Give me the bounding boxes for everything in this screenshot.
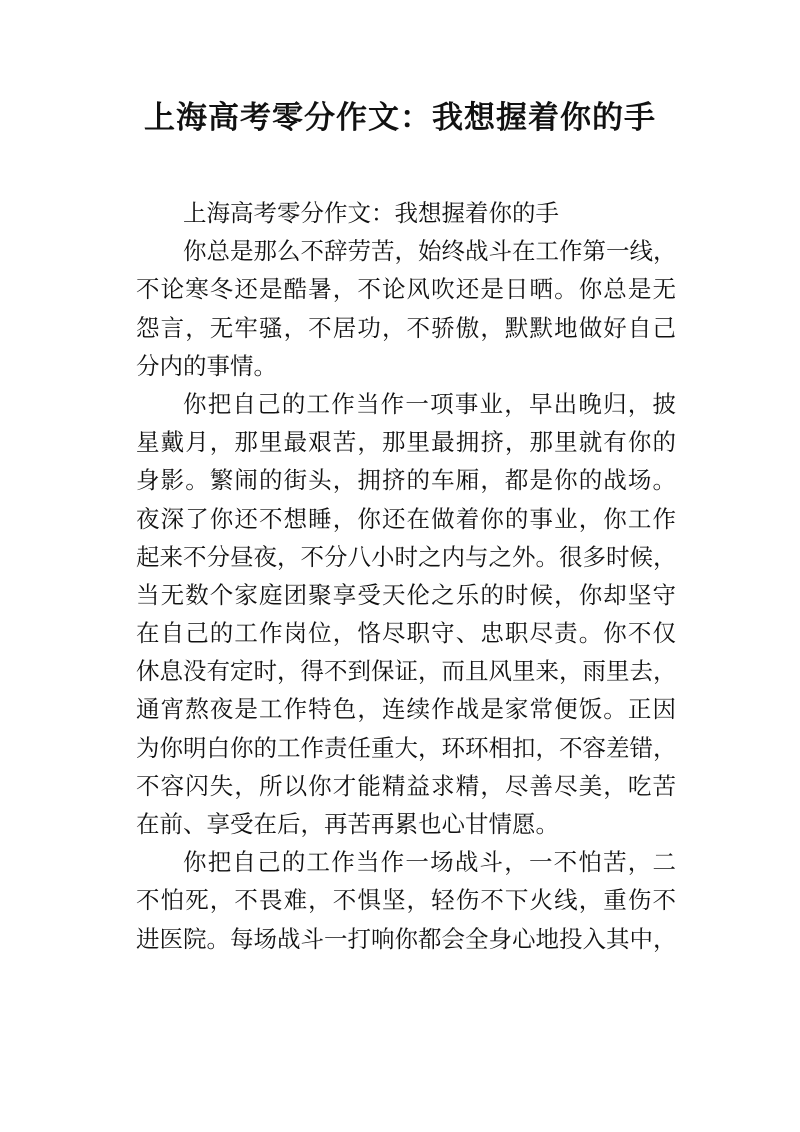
body-line: 身影。繁闹的街头，拥挤的车厢，都是你的战场。 bbox=[136, 466, 676, 495]
body-line: 你总是那么不辞劳苦，始终战斗在工作第一线， bbox=[183, 237, 677, 266]
body-line: 夜深了你还不想睡，你还在做着你的事业，你工作 bbox=[136, 504, 676, 533]
body-line: 星戴月，那里最艰苦，那里最拥挤，那里就有你的 bbox=[136, 428, 676, 457]
body-line: 为你明白你的工作责任重大，环环相扣，不容差错， bbox=[136, 733, 677, 762]
body-line: 当无数个家庭团聚享受天伦之乐的时候，你却坚守 bbox=[136, 580, 676, 609]
body-line: 在前、享受在后，再苦再累也心甘情愿。 bbox=[136, 810, 559, 838]
document-body bbox=[136, 194, 676, 958]
body-line: 你把自己的工作当作一场战斗，一不怕苦，二 bbox=[183, 848, 676, 877]
body-line: 通宵熬夜是工作特色，连续作战是家常便饭。正因 bbox=[136, 695, 676, 724]
body-line: 不容闪失，所以你才能精益求精，尽善尽美，吃苦 bbox=[136, 771, 676, 800]
document-title: 上海高考零分作文：我想握着你的手 bbox=[144, 100, 656, 136]
body-line: 进医院。每场战斗一打响你都会全身心地投入其中， bbox=[136, 924, 677, 953]
body-line: 怨言，无牢骚，不居功，不骄傲，默默地做好自己 bbox=[136, 313, 676, 342]
body-line: 起来不分昼夜，不分八小时之内与之外。很多时候， bbox=[136, 542, 677, 571]
body-line: 休息没有定时，得不到保证，而且风里来，雨里去， bbox=[136, 657, 677, 686]
body-line: 分内的事情。 bbox=[136, 351, 277, 380]
body-line: 上海高考零分作文：我想握着你的手 bbox=[183, 199, 559, 227]
body-line: 你把自己的工作当作一项事业，早出晚归，披 bbox=[183, 389, 676, 418]
body-line: 不论寒冬还是酷暑，不论风吹还是日晒。你总是无 bbox=[136, 275, 676, 304]
body-line: 不怕死，不畏难，不惧坚，轻伤不下火线，重伤不 bbox=[136, 886, 676, 915]
body-line: 在自己的工作岗位，恪尽职守、忠职尽责。你不仅 bbox=[136, 619, 676, 648]
